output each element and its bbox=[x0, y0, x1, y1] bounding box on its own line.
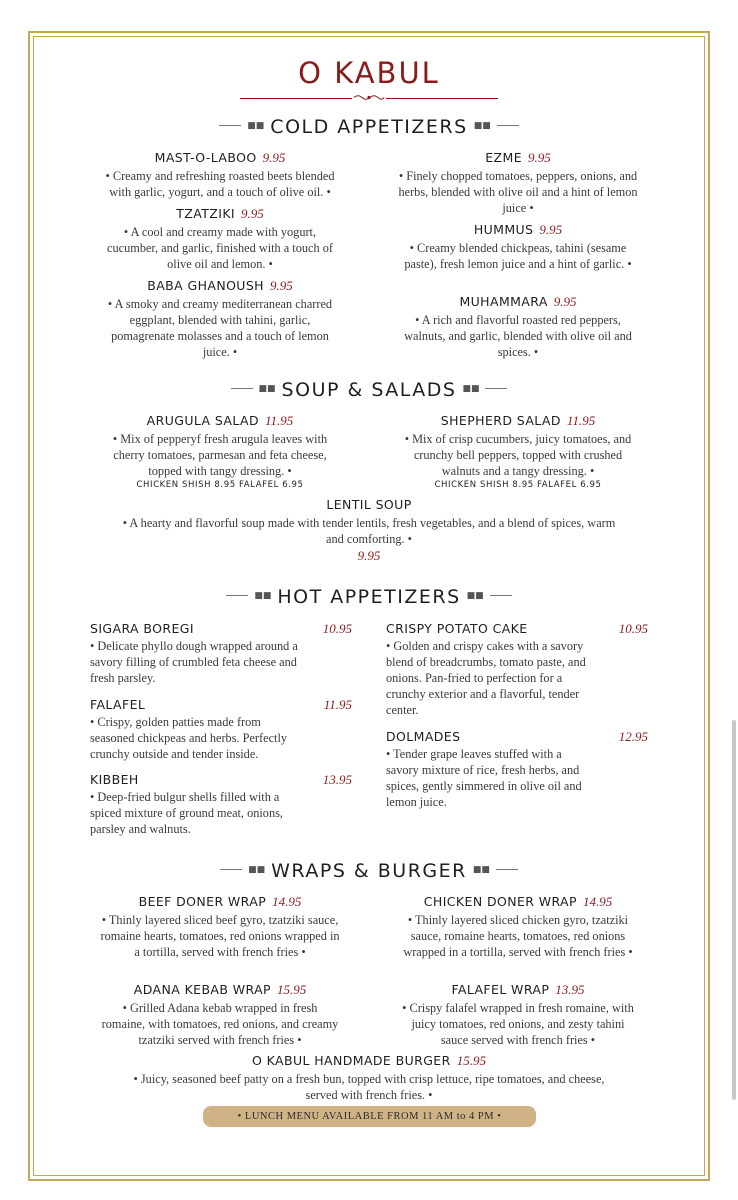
menu-item-ezme bbox=[398, 149, 638, 216]
item-description: • A hearty and flavorful soup made with tender lentils, fresh vegetables, and a blend of spices, warm and comforting. • bbox=[122, 516, 616, 546]
section-heading-hot-appetizers: ■■ HOT APPETIZERS ■■ bbox=[0, 586, 738, 608]
item-description: • Crispy, golden patties made from seasoned chickpeas and herbs. Perfectly crunchy outside and tender inside. bbox=[90, 715, 288, 761]
item-price: 11.95 bbox=[265, 413, 294, 428]
item-description: • A cool and creamy made with yogurt, cucumber, and garlic, finished with a touch of olive oil and lemon. • bbox=[107, 225, 333, 271]
section-heading-cold-appetizers: ■■ COLD APPETIZERS ■■ bbox=[0, 116, 738, 138]
item-description: • Creamy blended chickpeas, tahini (sesame paste), fresh lemon juice and a hint of garlic. • bbox=[404, 241, 632, 271]
item-description: • Delicate phyllo dough wrapped around a savory filling of crumbled feta cheese and fresh parsley. bbox=[90, 639, 298, 685]
item-name: MUHAMMARA bbox=[459, 294, 548, 309]
item-price: 9.95 bbox=[241, 206, 264, 221]
item-name: KIBBEH bbox=[90, 772, 139, 787]
menu-item-kibbeh bbox=[90, 772, 352, 837]
section-title: WRAPS & BURGER bbox=[271, 860, 467, 882]
item-description: • Crispy falafel wrapped in fresh romaine, with juicy tomatoes, red onions, and zesty tahini sauce served with french fries • bbox=[402, 1001, 634, 1047]
item-name: DOLMADES bbox=[386, 729, 461, 744]
menu-item-adana-kebab-wrap bbox=[100, 981, 340, 1048]
menu-item-beef-doner-wrap bbox=[100, 893, 340, 960]
item-price: 10.95 bbox=[618, 621, 648, 636]
menu-item-hummus bbox=[398, 221, 638, 272]
menu-item-tzatziki bbox=[100, 205, 340, 272]
item-price: 9.95 bbox=[528, 150, 551, 165]
lunch-menu-notice: • LUNCH MENU AVAILABLE FROM 11 AM to 4 PM • bbox=[203, 1106, 536, 1127]
item-description: • Creamy and refreshing roasted beets blended with garlic, yogurt, and a touch of olive oil. • bbox=[105, 169, 335, 199]
item-price: 9.95 bbox=[262, 150, 286, 165]
item-description: • Grilled Adana kebab wrapped in fresh romaine, with tomatoes, red onions, and creamy tzatziki served with french fries • bbox=[101, 1001, 339, 1047]
menu-item-crispy-potato-cake bbox=[386, 621, 648, 718]
menu-item-mast-o-laboo bbox=[100, 149, 340, 200]
item-price: 9.95 bbox=[553, 294, 577, 309]
menu-item-baba-ghanoush bbox=[100, 277, 340, 360]
item-description: • Tender grape leaves stuffed with a savory mixture of rice, fresh herbs, and spices, gently simmered in olive oil and lemon juice. bbox=[386, 747, 582, 809]
title-ornament-icon bbox=[352, 93, 386, 102]
item-description: • Finely chopped tomatoes, peppers, onions, and herbs, blended with olive oil and a hint of lemon juice • bbox=[398, 169, 638, 215]
menu-item-arugula-salad bbox=[100, 412, 340, 490]
section-title: HOT APPETIZERS bbox=[277, 586, 461, 608]
item-description: • Mix of crisp cucumbers, juicy tomatoes, and crunchy bell peppers, topped with crushed walnuts and a tangy dressing. • bbox=[404, 432, 632, 478]
item-name: FALAFEL WRAP bbox=[451, 982, 550, 997]
item-price: 13.95 bbox=[322, 772, 352, 787]
item-price: 11.95 bbox=[323, 697, 352, 712]
menu-item-lentil-soup bbox=[115, 496, 623, 565]
scrollbar-thumb[interactable] bbox=[732, 720, 736, 1100]
item-price: 13.95 bbox=[555, 982, 585, 997]
item-price: 10.95 bbox=[322, 621, 352, 636]
item-description: • A rich and flavorful roasted red peppers, walnuts, and garlic, blended with olive oil and spices. • bbox=[404, 313, 632, 359]
menu-item-sigara-boregi bbox=[90, 621, 352, 686]
item-name: SHEPHERD SALAD bbox=[440, 413, 561, 428]
item-price: 15.95 bbox=[456, 1053, 486, 1068]
restaurant-title: O KABUL bbox=[298, 56, 440, 90]
item-addons: CHICKEN SHISH 8.95 FALAFEL 6.95 bbox=[434, 480, 602, 490]
section-heading-soup-salads: ■■ SOUP & SALADS ■■ bbox=[0, 379, 738, 401]
item-description: • Golden and crispy cakes with a savory blend of breadcrumbs, tomato paste, and onions. Pan-fried to perfection for a crunchy exterior and a flavorful, tender center. bbox=[386, 639, 586, 717]
item-description: • Juicy, seasoned beef patty on a fresh bun, topped with crisp lettuce, ripe tomatoes, and cheese, served with french fries. • bbox=[133, 1072, 605, 1102]
menu-item-shepherd-salad bbox=[398, 412, 638, 490]
item-description: • A smoky and creamy mediterranean charred eggplant, blended with tahini, garlic, pomagrenate molasses and a touch of lemon juice. • bbox=[107, 297, 333, 359]
menu-item-muhammara bbox=[398, 293, 638, 360]
item-name: ADANA KEBAB WRAP bbox=[133, 982, 271, 997]
item-price: 9.95 bbox=[357, 548, 381, 563]
menu-item-falafel bbox=[90, 697, 352, 762]
item-description: • Deep-fried bulgur shells filled with a spiced mixture of ground meat, onions, parsley and walnuts. bbox=[90, 790, 283, 836]
item-name: BEEF DONER WRAP bbox=[138, 894, 267, 909]
item-price: 11.95 bbox=[566, 413, 596, 428]
item-name: ARUGULA SALAD bbox=[146, 413, 260, 428]
item-description: • Thinly layered sliced chicken gyro, tzatziki sauce, romaine hearts, tomatoes, red onions wrapped in a tortilla, served with french fries • bbox=[403, 913, 633, 959]
section-title: COLD APPETIZERS bbox=[270, 116, 468, 138]
item-price: 15.95 bbox=[276, 982, 307, 997]
item-name: CRISPY POTATO CAKE bbox=[386, 621, 528, 636]
item-price: 12.95 bbox=[618, 729, 648, 744]
section-title: SOUP & SALADS bbox=[281, 379, 457, 401]
item-name: EZME bbox=[485, 150, 522, 165]
item-price: 14.95 bbox=[272, 894, 302, 909]
item-name: BABA GHANOUSH bbox=[147, 278, 264, 293]
item-name: CHICKEN DONER WRAP bbox=[423, 894, 577, 909]
item-description: • Mix of pepperyf fresh arugula leaves with cherry tomatoes, parmesan and feta cheese, topped with tangy dressing. • bbox=[112, 432, 328, 478]
item-price: 9.95 bbox=[270, 278, 293, 293]
item-name: HUMMUS bbox=[473, 222, 534, 237]
item-price: 9.95 bbox=[539, 222, 563, 237]
item-name: SIGARA BOREGI bbox=[90, 621, 194, 636]
item-name: LENTIL SOUP bbox=[326, 497, 412, 512]
item-name: MAST-O-LABOO bbox=[154, 150, 257, 165]
item-addons: CHICKEN SHISH 8.95 FALAFEL 6.95 bbox=[136, 480, 304, 490]
item-name: O KABUL HANDMADE BURGER bbox=[252, 1053, 451, 1068]
menu-item-dolmades bbox=[386, 729, 648, 810]
menu-item-handmade-burger bbox=[120, 1052, 618, 1103]
menu-item-falafel-wrap bbox=[398, 981, 638, 1048]
item-name: TZATZIKI bbox=[176, 206, 235, 221]
menu-item-chicken-doner-wrap bbox=[398, 893, 638, 960]
section-heading-wraps-burger: ■■ WRAPS & BURGER ■■ bbox=[0, 860, 738, 882]
item-name: FALAFEL bbox=[90, 697, 146, 712]
item-price: 14.95 bbox=[582, 894, 613, 909]
item-description: • Thinly layered sliced beef gyro, tzatziki sauce, romaine hearts, tomatoes, red onions wrapped in a tortilla, served with french fries • bbox=[100, 913, 340, 959]
